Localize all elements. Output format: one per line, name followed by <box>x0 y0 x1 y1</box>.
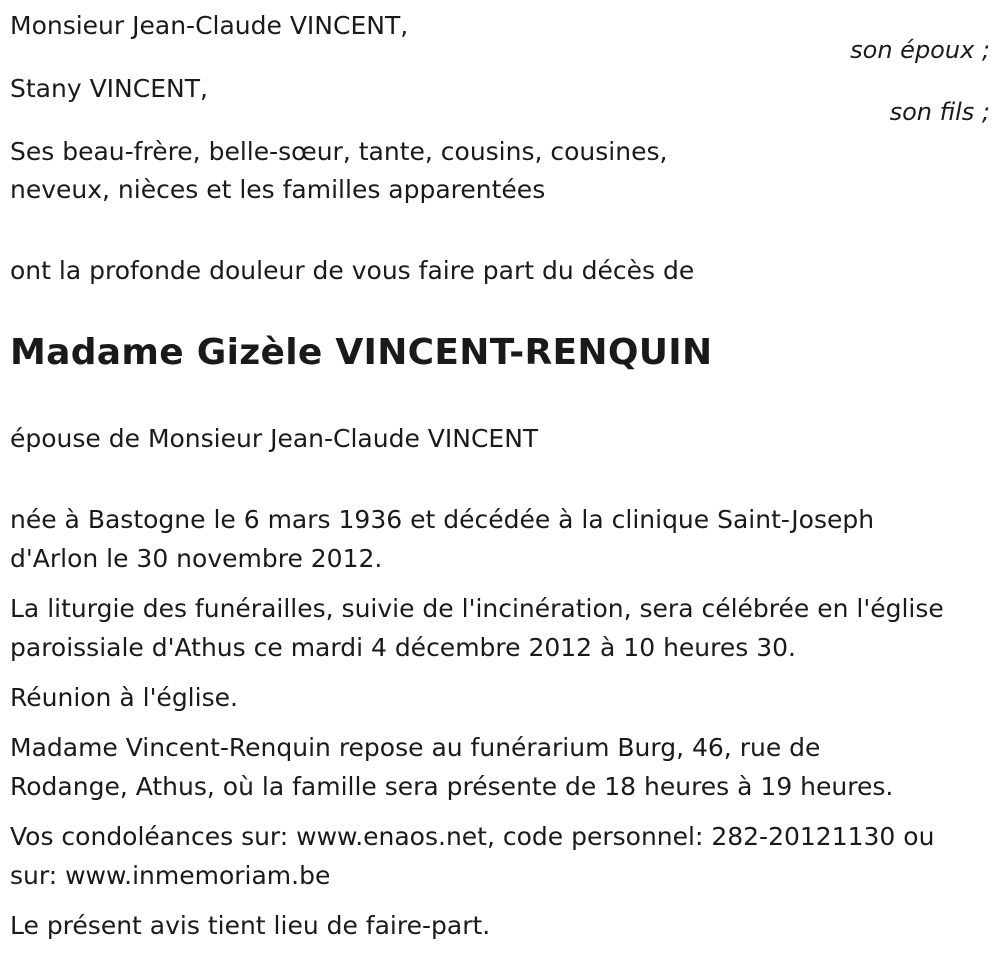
deceased-spouse-of: épouse de Monsieur Jean-Claude VINCENT <box>10 424 539 453</box>
spouse-relation: son époux ; <box>850 36 990 64</box>
son-relation: son fils ; <box>889 98 990 126</box>
funeral-home-line-1: Madame Vincent-Renquin repose au funérarium Burg, 46, rue de <box>10 733 821 762</box>
relatives-line-1: Ses beau-frère, belle-sœur, tante, cousins, cousines, <box>10 137 668 166</box>
relatives-paragraph <box>10 133 995 209</box>
closing-text: Le présent avis tient lieu de faire-part. <box>10 911 491 940</box>
son-name: Stany VINCENT, <box>10 74 208 103</box>
birth-death-paragraph <box>10 500 995 578</box>
spouse-name: Monsieur Jean-Claude VINCENT, <box>10 11 409 40</box>
funeral-home-paragraph <box>10 728 995 806</box>
liturgy-line-1: La liturgie des funérailles, suivie de l'incinération, sera célébrée en l'église <box>10 594 944 623</box>
deceased-name: Madame Gizèle VINCENT-RENQUIN <box>10 332 713 373</box>
birth-death-line-1: née à Bastogne le 6 mars 1936 et décédée à la clinique Saint-Joseph <box>10 505 875 534</box>
birth-death-line-2: d'Arlon le 30 novembre 2012. <box>10 544 383 573</box>
condolences-line-1: Vos condoléances sur: www.enaos.net, code personnel: 282-20121130 ou <box>10 822 935 851</box>
meeting-text: Réunion à l'église. <box>10 683 238 712</box>
liturgy-line-2: paroissiale d'Athus ce mardi 4 décembre 2012 à 10 heures 30. <box>10 633 796 662</box>
condolences-line-2: sur: www.inmemoriam.be <box>10 861 331 890</box>
liturgy-paragraph <box>10 589 995 667</box>
funeral-home-line-2: Rodange, Athus, où la famille sera présente de 18 heures à 19 heures. <box>10 772 894 801</box>
condolences-paragraph <box>10 817 995 895</box>
relatives-line-2: neveux, nièces et les familles apparentées <box>10 175 546 204</box>
announcement-text: ont la profonde douleur de vous faire part du décès de <box>10 256 695 285</box>
